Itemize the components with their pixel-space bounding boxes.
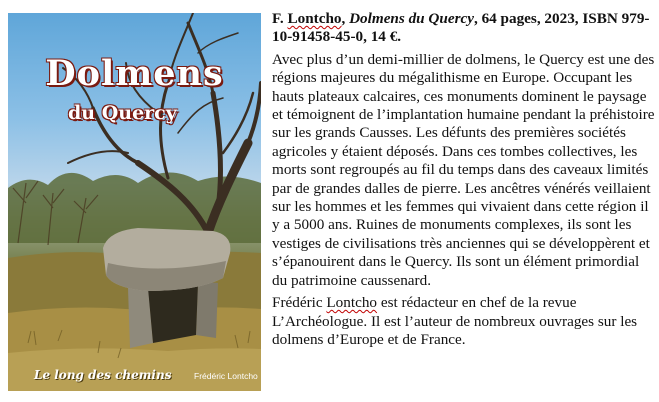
author-last-name: Lontcho — [287, 10, 342, 27]
book-cover — [8, 13, 261, 391]
cover-title: Dolmens — [45, 53, 224, 94]
book-description-text — [272, 10, 656, 353]
cover-subtitle: du Quercy — [68, 102, 177, 124]
cover-series-name: Le long des chemins — [34, 368, 172, 382]
cover-author: Frédéric Lontcho — [194, 371, 258, 381]
bio-last-name: Lontcho — [326, 294, 378, 312]
description-paragraph: Avec plus d’un demi-millier de dolmens, le Quercy est une des régions majeures du mégalithisme en Europe. Occupant les hauts plateaux calcaires, ces monuments dominent le paysage et témoignent de l’implantation humaine pendant la préhistoire sur les grands Causses. Les défunts des premières sociétés agricoles y étaient déposés. Dans ces tombes collectives, les morts sont regroupés au fil du temps dans des caveaux limités par de grandes dalles de pierre. Les ancêtres vénérés veillaient sur les hommes et les femmes qui vivaient dans cette région il y a 5000 ans. Ruines de monuments complexes, ils sont les vestiges de civilisations très anciennes qui se développèrent et s’épanouirent dans le Quercy. Ils sont un élément primordial du patrimoine caussenard. — [272, 50, 655, 289]
author-bio-paragraph — [272, 294, 656, 349]
bio-text: est rédacteur en chef de la revue L’Archéologue. Il est l’auteur de nombreux ouvrages sur les dolmens d’Europe et de France. — [272, 294, 638, 348]
book-details: , 64 pages, 2023, ISBN 979-10-91458-45-0, 14 €. — [272, 10, 650, 46]
author-initial: F. — [272, 10, 288, 27]
book-reference-heading — [272, 10, 656, 47]
book-title: Dolmens du Quercy — [349, 10, 474, 27]
heading-separator: , — [341, 10, 350, 27]
bio-first-name: Frédéric — [272, 294, 327, 312]
